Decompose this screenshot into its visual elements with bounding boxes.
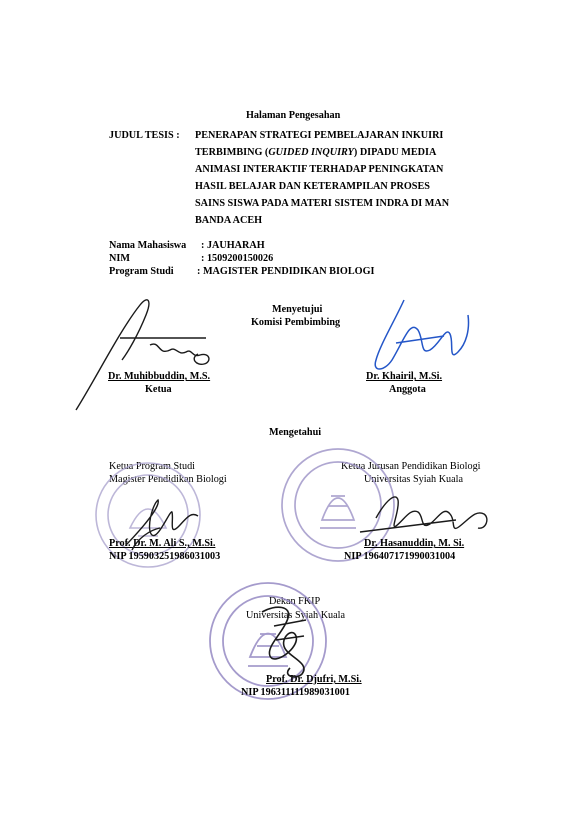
student-nim-label: NIM	[109, 253, 130, 264]
thesis-title-line-3: ANIMASI INTERAKTIF TERHADAP PENINGKATAN	[195, 164, 444, 175]
dean-title-1: Dekan FKIP	[269, 596, 321, 607]
student-name: : JAUHARAH	[201, 240, 265, 251]
left-official-title-1: Ketua Program Studi	[109, 461, 196, 472]
right-official-signature	[360, 497, 487, 532]
thesis-title-line-4: HASIL BELAJAR DAN KETERAMPILAN PROSES	[195, 181, 430, 192]
supervisor-1-signature	[76, 300, 209, 410]
student-program: : MAGISTER PENDIDIKAN BIOLOGI	[197, 266, 375, 277]
right-official-nip: NIP 196407171990031004	[344, 551, 456, 562]
page-title: Halaman Pengesahan	[246, 110, 341, 121]
supervisor-2-role: Anggota	[389, 384, 426, 395]
right-official-title-2: Universitas Syiah Kuala	[364, 474, 464, 485]
thesis-title-line-1: PENERAPAN STRATEGI PEMBELAJARAN INKUIRI	[195, 130, 444, 141]
supervisor-2-signature	[375, 300, 468, 369]
left-official-name: Prof. Dr. M. Ali S., M.Si.	[109, 538, 216, 549]
thesis-title-line-2: TERBIMBING (GUIDED INQUIRY) DIPADU MEDIA	[195, 147, 437, 158]
supervisor-1-role: Ketua	[145, 384, 172, 395]
committee-heading: Komisi Pembimbing	[251, 317, 341, 328]
thesis-title-line-6: BANDA ACEH	[195, 215, 263, 226]
thesis-title-line-5: SAINS SISWA PADA MATERI SISTEM INDRA DI MAN	[195, 198, 450, 209]
left-official-title-2: Magister Pendidikan Biologi	[109, 474, 227, 485]
dean-nip: NIP 196311111989031001	[241, 687, 350, 698]
acknowledgement-heading: Mengetahui	[269, 427, 322, 438]
dean-signature	[262, 607, 306, 677]
student-program-label: Program Studi	[109, 266, 174, 277]
approval-heading: Menyetujui	[272, 304, 323, 315]
right-official-title-1: Ketua Jurusan Pendidikan Biologi	[341, 461, 481, 472]
left-official-nip: NIP 195903251986031003	[109, 551, 221, 562]
dean-name: Prof. Dr. Djufri, M.Si.	[266, 674, 362, 685]
thesis-label: JUDUL TESIS :	[109, 130, 180, 141]
supervisor-1-name: Dr. Muhibbuddin, M.S.	[108, 371, 211, 382]
supervisor-2-name: Dr. Khairil, M.Si.	[366, 371, 443, 382]
dean-title-2: Universitas Syiah Kuala	[246, 610, 346, 621]
left-official-signature	[126, 500, 198, 550]
right-official-name: Dr. Hasanuddin, M. Si.	[364, 538, 465, 549]
student-name-label: Nama Mahasiswa	[109, 240, 187, 251]
student-nim: : 1509200150026	[201, 253, 274, 264]
